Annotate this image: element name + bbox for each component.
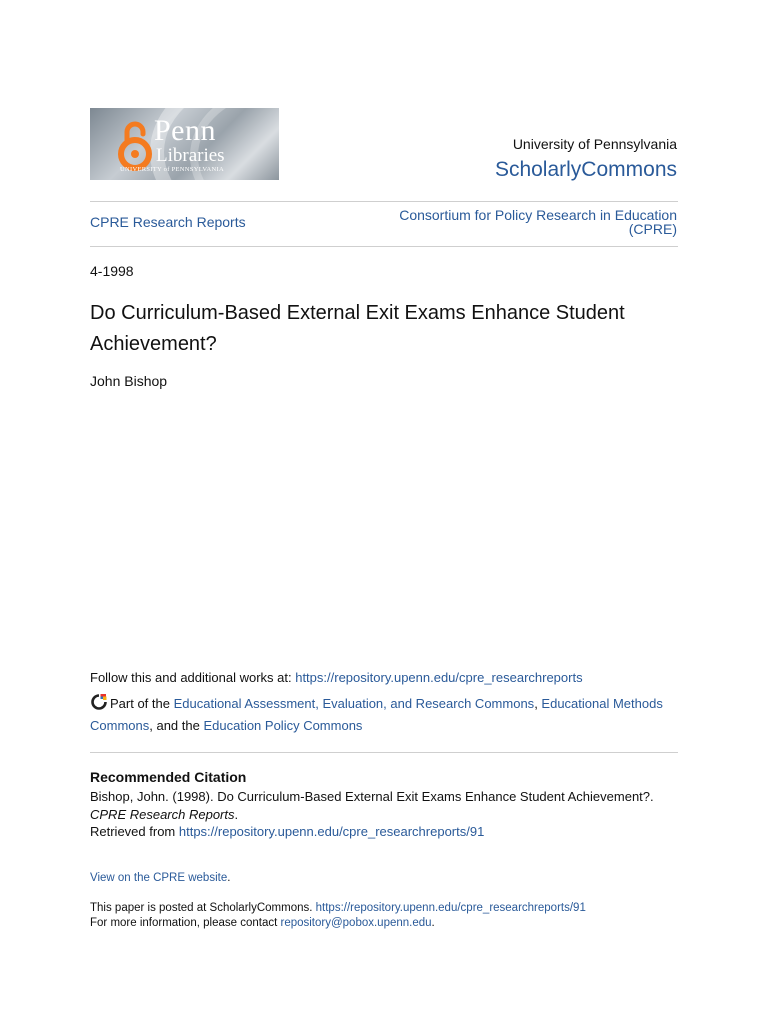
scholarly-commons-link[interactable]: ScholarlyCommons xyxy=(494,158,677,181)
follow-url-link[interactable]: https://repository.upenn.edu/cpre_researchreports xyxy=(295,670,583,685)
footer-notice xyxy=(90,901,586,931)
publication-date: 4-1998 xyxy=(90,263,134,279)
series-right-line1: Consortium for Policy Research in Education xyxy=(399,207,677,223)
contact-period: . xyxy=(431,917,435,929)
retrieved-url-link[interactable]: https://repository.upenn.edu/cpre_researchreports/91 xyxy=(178,824,485,839)
part-of-sep2: , and the xyxy=(149,718,204,733)
citation-body xyxy=(90,788,678,841)
view-link-period: . xyxy=(227,872,231,884)
citation-journal: CPRE Research Reports xyxy=(90,806,235,822)
view-website-line xyxy=(90,872,230,884)
university-name: University of Pennsylvania xyxy=(512,136,677,152)
author-name: John Bishop xyxy=(90,373,168,389)
logo-libraries-text: Libraries xyxy=(156,145,225,166)
page-title: Do Curriculum-Based External Exit Exams Enhance Student Achievement? xyxy=(90,302,625,355)
view-cpre-website-link[interactable]: View on the CPRE website xyxy=(90,872,228,884)
citation-period: . xyxy=(234,806,239,822)
commons-link-educational-assessment[interactable]: Educational Assessment, Evaluation, and Research Commons xyxy=(173,696,535,711)
divider-citation xyxy=(90,752,678,753)
penn-libraries-logo xyxy=(90,108,279,180)
logo-university-text: UNIVERSITY of PENNSYLVANIA xyxy=(120,166,224,173)
posted-url-link[interactable]: https://repository.upenn.edu/cpre_researchreports/91 xyxy=(315,902,586,914)
citation-text: Bishop, John. (1998). Do Curriculum-Based External Exit Exams Enhance Student Achievement?. xyxy=(90,789,654,804)
divider-top xyxy=(90,201,678,202)
part-of-prefix: Part of the xyxy=(110,696,174,711)
logo-penn-text: Penn xyxy=(154,114,216,147)
open-access-lock-icon xyxy=(118,120,152,172)
digital-commons-network-icon xyxy=(90,693,108,711)
series-link-cpre-reports[interactable]: CPRE Research Reports xyxy=(90,214,246,230)
retrieved-prefix: Retrieved from xyxy=(90,824,179,839)
part-of-commons xyxy=(90,693,678,737)
citation-heading: Recommended Citation xyxy=(90,769,247,785)
contact-prefix: For more information, please contact xyxy=(90,917,281,929)
contact-email-link[interactable]: repository@pobox.upenn.edu xyxy=(280,917,432,929)
commons-link-educational-methods[interactable]: Educational Methods Commons xyxy=(90,696,663,733)
follow-works-line xyxy=(90,670,583,685)
follow-prefix: Follow this and additional works at: xyxy=(90,670,296,685)
series-link-consortium[interactable] xyxy=(377,208,677,236)
divider-series xyxy=(90,246,678,247)
posted-prefix: This paper is posted at ScholarlyCommons. xyxy=(90,902,316,914)
series-right-line2: (CPRE) xyxy=(628,221,677,237)
part-of-sep1: , xyxy=(534,696,542,711)
commons-link-education-policy[interactable]: Education Policy Commons xyxy=(203,718,363,733)
